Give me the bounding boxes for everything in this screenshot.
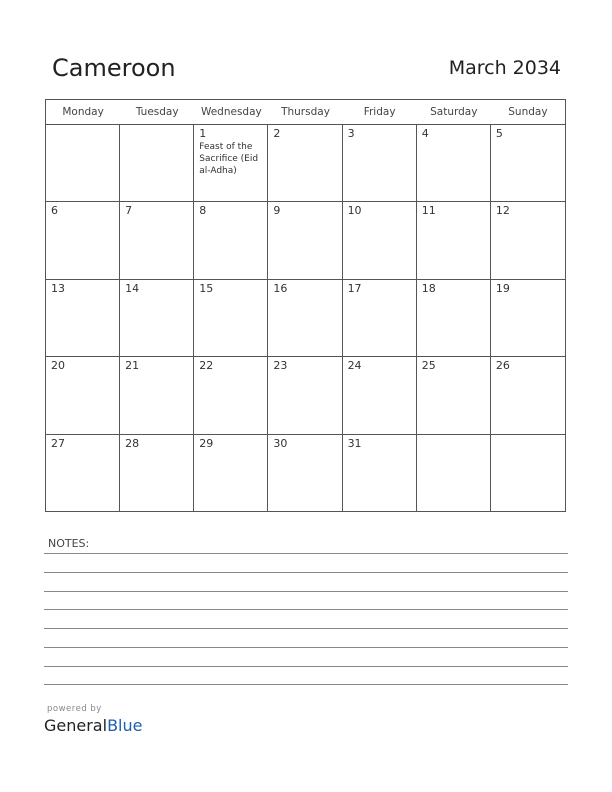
weekday-header: Monday xyxy=(62,106,104,118)
day-number: 26 xyxy=(495,359,510,373)
day-cell xyxy=(120,125,194,202)
day-cell xyxy=(491,435,565,512)
day-cell xyxy=(46,280,120,357)
day-cell xyxy=(194,202,268,279)
day-number: 10 xyxy=(347,204,362,218)
day-number: 31 xyxy=(347,436,362,450)
weekday-header: Tuesday xyxy=(135,106,179,118)
day-number: 12 xyxy=(495,204,510,218)
day-number: 16 xyxy=(273,281,288,295)
day-cell xyxy=(343,202,417,279)
day-cell xyxy=(268,125,342,202)
weekday-header: Friday xyxy=(363,106,396,118)
day-cell xyxy=(343,125,417,202)
day-cell xyxy=(194,125,268,202)
day-cell xyxy=(46,202,120,279)
day-number: 15 xyxy=(199,281,214,295)
powered-by-text: powered by xyxy=(47,704,102,714)
day-cell xyxy=(268,280,342,357)
calendar-days xyxy=(46,125,565,512)
notes-line xyxy=(44,572,568,573)
day-cell xyxy=(343,435,417,512)
notes-line xyxy=(44,684,568,685)
day-number: 13 xyxy=(51,281,65,295)
country-title: Cameroon xyxy=(52,54,176,82)
notes-line xyxy=(44,609,568,610)
notes-line xyxy=(44,553,568,554)
day-number: 17 xyxy=(347,281,362,295)
day-cell xyxy=(194,357,268,434)
day-cell xyxy=(417,357,491,434)
day-number: 23 xyxy=(273,359,288,373)
day-number: 22 xyxy=(199,359,214,373)
month-year-title: March 2034 xyxy=(448,57,561,79)
day-cell xyxy=(491,280,565,357)
day-cell xyxy=(491,202,565,279)
day-number: 6 xyxy=(51,204,58,218)
day-number: 4 xyxy=(421,127,429,140)
calendar-grid xyxy=(45,99,566,512)
notes-line xyxy=(44,591,568,592)
weekday-header: Thursday xyxy=(281,106,330,118)
notes-label: NOTES: xyxy=(48,537,90,550)
day-number: 28 xyxy=(125,436,140,450)
holiday-event: Feast of the Sacrifice (Eid al-Adha) xyxy=(199,142,259,176)
day-number: 29 xyxy=(199,436,214,450)
weekday-header: Wednesday xyxy=(200,106,262,118)
day-number: 24 xyxy=(347,359,362,373)
day-number: 5 xyxy=(495,127,503,140)
brand-general: General xyxy=(44,716,108,735)
day-cell xyxy=(268,202,342,279)
weekday-header: Sunday xyxy=(508,106,548,118)
day-number: 30 xyxy=(273,436,288,450)
day-cell xyxy=(417,435,491,512)
day-number: 3 xyxy=(347,127,355,140)
day-cell xyxy=(417,202,491,279)
day-cell xyxy=(194,435,268,512)
day-cell xyxy=(120,280,194,357)
day-number: 14 xyxy=(125,281,140,295)
day-number: 7 xyxy=(125,204,133,218)
generalblue-logo[interactable] xyxy=(44,716,142,735)
day-cell xyxy=(491,125,565,202)
day-number: 8 xyxy=(199,204,207,218)
notes-line xyxy=(44,628,568,629)
notes-line xyxy=(44,647,568,648)
day-cell xyxy=(491,357,565,434)
day-cell xyxy=(46,125,120,202)
day-cell xyxy=(194,280,268,357)
day-cell xyxy=(417,280,491,357)
day-cell xyxy=(120,202,194,279)
weekday-header-row xyxy=(46,100,565,125)
day-cell xyxy=(46,435,120,512)
day-number: 1 xyxy=(199,127,207,140)
day-cell xyxy=(343,280,417,357)
day-number: 9 xyxy=(273,204,281,218)
brand-blue: Blue xyxy=(107,716,143,735)
day-cell xyxy=(120,357,194,434)
day-number: 21 xyxy=(125,359,140,373)
day-number: 27 xyxy=(51,436,65,450)
day-number: 11 xyxy=(421,204,436,218)
day-number: 2 xyxy=(273,127,281,140)
day-number: 25 xyxy=(421,359,436,373)
day-cell xyxy=(46,357,120,434)
day-cell xyxy=(417,125,491,202)
day-number: 18 xyxy=(421,281,436,295)
day-cell xyxy=(268,435,342,512)
day-number: 19 xyxy=(495,281,510,295)
notes-line xyxy=(44,666,568,667)
day-cell xyxy=(120,435,194,512)
day-cell xyxy=(268,357,342,434)
day-number: 20 xyxy=(51,359,65,373)
day-cell xyxy=(343,357,417,434)
weekday-header: Saturday xyxy=(430,106,478,118)
